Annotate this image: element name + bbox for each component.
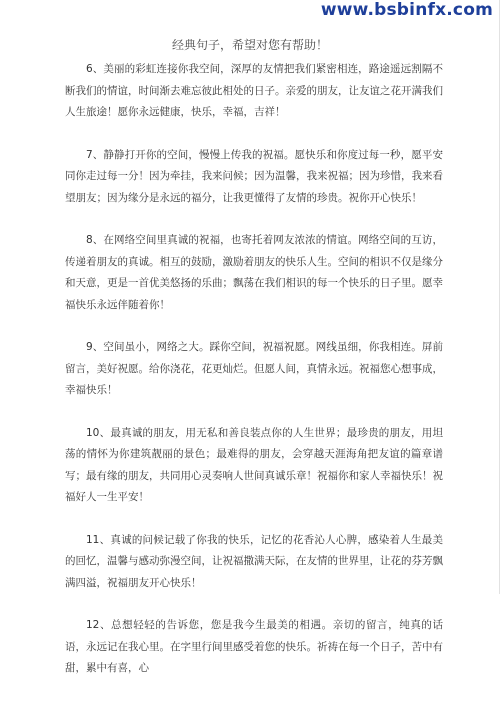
site-watermark: www.bsbinfx.com bbox=[320, 0, 493, 20]
page-title: 经典句子，希望对您有帮助！ bbox=[171, 38, 328, 52]
document-body bbox=[65, 59, 443, 701]
paragraph-7: 7、静静打开你的空间，慢慢上传我的祝福。愿快乐和你度过每一秒，愿平安同你走过每一分！因为牵挂，我来问候；因为温馨，我来祝福；因为珍惜，我来看望朋友；因为缘分是永远的福分，让我更懂得了友情的珍贵。祝你开心快乐！ bbox=[65, 148, 443, 204]
paragraph-6: 6、美丽的彩虹连接你我空间，深厚的友情把我们紧密相连，路途遥远割隔不断我们的情谊，时间渐去难忘彼此相处的日子。亲爱的朋友，让友谊之花开满我们人生旅途！愿你永远健康，快乐，幸福，吉祥！ bbox=[65, 63, 443, 118]
paragraph-12: 12、总想轻轻的告诉您，您是我今生最美的相遇。亲切的留言，纯真的话语，永远记在我心里。在字里行间里感受着您的快乐。祈祷在每一个日子，苦中有甜，累中有喜，心 bbox=[65, 619, 443, 674]
paragraph-9: 9、空间虽小，网络之大。踩你空间，祝福祝愿。网线虽细，你我相连。屏前留言，美好祝愿。给你浇花，花更灿烂。但愿人间，真情永远。祝福您心想事成，幸福快乐！ bbox=[65, 341, 443, 396]
paragraph-8: 8、在网络空间里真诚的祝福，也寄托着网友浓浓的情谊。网络空间的互访，传递着朋友的真诚。相互的鼓励，激励着朋友的快乐人生。空间的相识不仅是缘分和天意，更是一首优美悠扬的乐曲；飘荡在我们相识的每一个快乐的日子里。愿幸福快乐永远伴随着你！ bbox=[65, 234, 443, 311]
paragraph-10: 10、最真诚的朋友，用无私和善良装点你的人生世界；最珍贵的朋友，用坦荡的情怀为你建筑靓丽的景色；最难得的朋友，会穿越天涯海角把友谊的篇章谱写；最有缘的朋友，共同用心灵奏响人世间真诚乐章！祝福你和家人幸福快乐！祝福好人一生平安！ bbox=[65, 426, 443, 503]
paragraph-11: 11、真诚的问候记载了你我的快乐，记忆的花香沁人心脾，感染着人生最美的回忆，温馨与感动弥漫空间，让祝福撒满天际，在友情的世界里，让花的芬芳飘满四溢，祝福朋友开心快乐！ bbox=[65, 533, 443, 589]
